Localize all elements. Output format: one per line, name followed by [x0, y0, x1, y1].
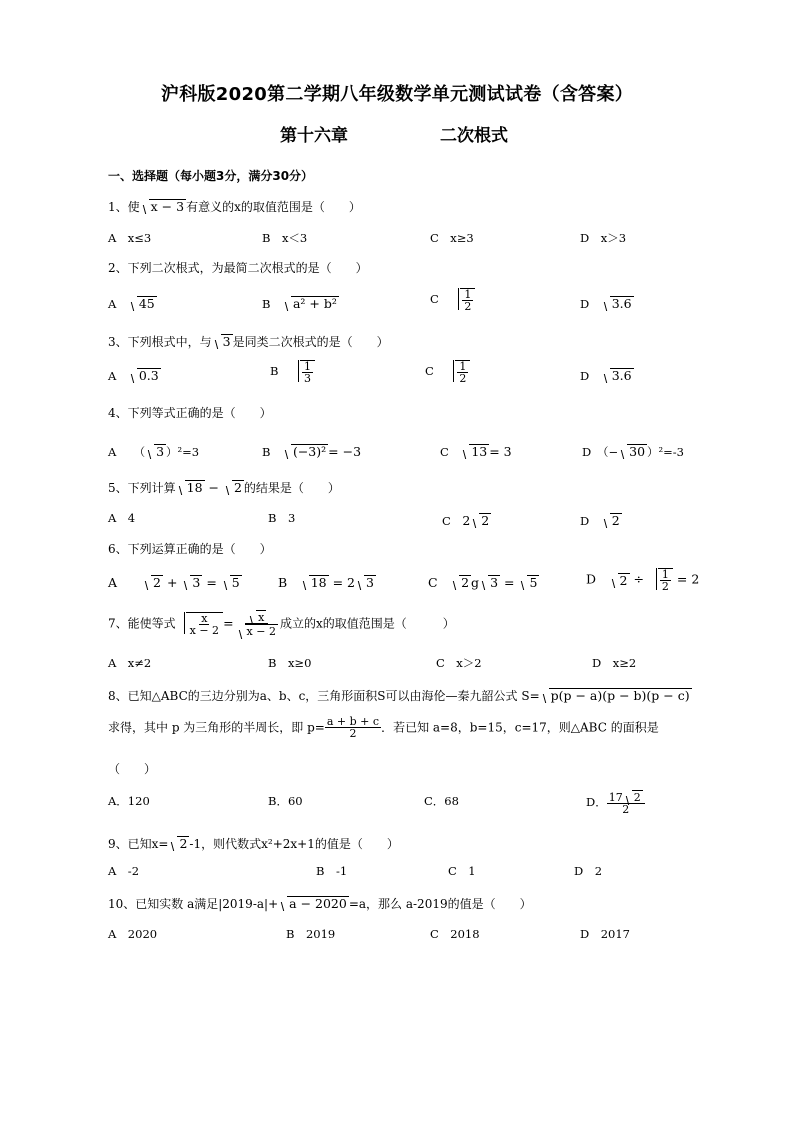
numerator: 1 — [464, 288, 472, 301]
q7-option-b: B x≥0 — [268, 656, 312, 670]
q5-option-a: A 4 — [108, 511, 136, 525]
sqrt-symbol — [445, 360, 470, 384]
q1-option-c: C x≥3 — [430, 231, 474, 245]
q2-option-d — [580, 296, 634, 311]
radicand: 2 — [233, 480, 242, 495]
q1-option-b: B x＜3 — [262, 231, 308, 245]
expr-part: ）²=-3 — [647, 445, 684, 459]
section-heading: 一、选择题（每小题3分，满分30分） — [108, 169, 314, 183]
expr-part: = 2 — [676, 571, 700, 587]
q5-suffix: 的结果是（ ） — [243, 481, 340, 495]
sqrt-symbol — [282, 296, 339, 311]
exam-title: 沪科版2020第二学期八年级数学单元测试试卷（含答案） — [160, 84, 634, 105]
q7-option-d: D x≥2 — [592, 656, 637, 670]
q8-text: ．若已知 a=8，b=15，c=17，则△ABC 的面积是 — [381, 720, 659, 735]
radicand: a² + b² — [292, 296, 337, 311]
sqrt-symbol — [140, 199, 186, 214]
equals-sign: = — [223, 615, 234, 631]
q10-option-a: A 2020 — [108, 927, 158, 941]
radicand: (−3)² — [292, 444, 327, 459]
sqrt-symbol — [618, 444, 647, 459]
q6-option-c: C 2 g 3 = 5 — [428, 575, 538, 590]
option-letter: D — [580, 514, 590, 528]
expr-part: = 3 — [489, 444, 512, 459]
radicand: 3 — [156, 444, 165, 459]
option-letter: B — [270, 364, 279, 378]
q3-option-b — [270, 360, 315, 384]
q9-prefix: 9、已知x= — [108, 837, 169, 851]
sqrt-symbol — [247, 610, 266, 623]
q1-radicand: x − 3 — [150, 199, 185, 214]
option-letter: D — [580, 297, 590, 311]
radicand: 2 — [633, 791, 641, 804]
q7-prefix: 7、能使等式 — [108, 616, 176, 631]
sqrt-symbol — [450, 288, 475, 312]
fraction — [234, 610, 280, 637]
option-letter: A — [108, 575, 118, 590]
q8-text: 8、已知△ABC的三边分别为a、b、c，三角形面积S可以由海伦—秦九韶公式 S= — [108, 689, 540, 703]
q1-suffix: 有意义的x的取值范围是（ ） — [186, 200, 361, 214]
question-1 — [108, 199, 361, 214]
option-letter: B — [262, 297, 271, 311]
option-letter: D — [580, 369, 590, 383]
sqrt-symbol — [518, 575, 539, 590]
q3-option-a — [108, 368, 161, 383]
radicand: 30 — [629, 444, 646, 459]
q4-option-c — [440, 444, 512, 459]
sqrt-symbol — [142, 575, 163, 590]
sqrt-symbol — [470, 513, 491, 528]
radicand: 5 — [231, 575, 240, 590]
q4-option-b — [262, 444, 361, 459]
question-3 — [108, 334, 389, 349]
expr-part: ）²=3 — [166, 445, 200, 459]
sqrt-symbol — [460, 444, 489, 459]
radicand: 2 — [461, 575, 470, 590]
sqrt-symbol — [601, 513, 622, 528]
radicand: 2 — [153, 575, 161, 590]
q7-option-a: A x≠2 — [108, 656, 152, 670]
q10-option-c: C 2018 — [430, 927, 480, 941]
q10-prefix: 10、已知实数 a满足|2019-a|+ — [108, 897, 279, 911]
question-6: 6、下列运算正确的是（ ） — [108, 542, 272, 556]
q9-suffix: -1，则代数式x²+2x+1的值是（ ） — [189, 837, 399, 851]
q3-radicand: 3 — [222, 334, 231, 349]
q4-option-a — [108, 444, 199, 459]
option-letter: C — [430, 292, 439, 306]
q3-option-c — [425, 360, 470, 384]
fraction — [325, 716, 381, 739]
question-8-line-2 — [108, 716, 659, 739]
radicand: 0.3 — [138, 368, 159, 383]
q9-option-a: A -2 — [108, 864, 140, 878]
radicand: 3 — [192, 575, 201, 590]
denominator: x − 2 — [189, 623, 220, 637]
q8-text: 求得，其中 p 为三角形的半周长，即 p= — [108, 720, 325, 735]
numerator: a + b + c — [326, 715, 380, 728]
sqrt-symbol — [181, 575, 202, 590]
q1-prefix: 1、使 — [108, 200, 140, 214]
operator: − — [204, 480, 223, 495]
sqrt-symbol — [609, 573, 630, 588]
numerator: 1 — [303, 360, 311, 373]
radicand: 3.6 — [611, 296, 632, 311]
radicand: 5 — [529, 575, 538, 590]
sqrt-symbol — [212, 334, 233, 349]
expr-part: = −3 — [328, 444, 362, 459]
q6-option-a: A 2 + 3 = 5 — [108, 575, 240, 590]
q10-option-b: B 2019 — [286, 927, 336, 941]
sqrt-symbol — [221, 575, 242, 590]
sqrt-symbol — [300, 575, 329, 590]
q8-option-b: B．60 — [268, 794, 303, 808]
numerator: 1 — [661, 568, 669, 581]
q8-answer-paren: （ ） — [108, 762, 157, 776]
question-9 — [108, 836, 399, 851]
q5-prefix: 5、下列计算 — [108, 481, 176, 495]
denominator: 2 — [622, 803, 630, 816]
sqrt-symbol — [355, 575, 376, 590]
radicand: p(p − a)(p − b)(p − c) — [550, 688, 690, 703]
q2-option-c — [430, 288, 475, 312]
q10-suffix: =a，那么 a-2019的值是（ ） — [348, 897, 532, 911]
q4-option-d — [582, 444, 684, 459]
q6-option-b: B 18 = 2 3 — [278, 575, 374, 590]
expr-part: （− — [602, 445, 619, 459]
numerator: 1 — [459, 360, 467, 373]
radicand: 18 — [186, 480, 203, 495]
question-10 — [108, 896, 532, 911]
sqrt-symbol — [278, 896, 349, 911]
radicand: 3 — [365, 575, 374, 590]
chapter-number: 第十六章 — [280, 126, 348, 146]
radicand: 3 — [490, 575, 499, 590]
radicand: 13 — [471, 444, 488, 459]
option-letter: A — [108, 445, 117, 459]
q7-suffix: 成立的x的取值范围是（ ） — [279, 616, 455, 631]
option-letter: B — [278, 575, 288, 590]
option-letter: D — [586, 571, 597, 587]
q8-option-d — [586, 790, 645, 815]
q5-option-d — [580, 513, 622, 528]
q8-option-a: A．120 — [108, 794, 150, 808]
q9-option-c: C 1 — [448, 864, 476, 878]
sqrt-symbol — [290, 360, 315, 384]
sqrt-symbol — [540, 688, 692, 703]
radicand: 45 — [138, 296, 155, 311]
q1-option-d: D x＞3 — [580, 231, 627, 245]
chapter-name: 二次根式 — [440, 126, 508, 146]
option-letter: C — [428, 575, 438, 590]
radicand: 18 — [310, 575, 327, 590]
radicand: 2 — [611, 513, 620, 528]
sqrt-symbol — [236, 624, 278, 637]
radicand: x − 2 — [246, 625, 276, 638]
sqrt-symbol — [223, 480, 244, 495]
option-letter: D — [582, 445, 592, 459]
radicand: 2 — [481, 513, 490, 528]
sqrt-symbol — [128, 296, 157, 311]
q5-option-c — [442, 513, 491, 528]
sqrt-symbol — [176, 480, 205, 495]
question-8-line-1 — [108, 688, 692, 703]
option-letter: C — [425, 364, 434, 378]
q2-option-b — [262, 296, 339, 311]
option-letter: B — [262, 445, 271, 459]
operator: g — [471, 575, 480, 590]
q1-option-a: A x≤3 — [108, 231, 152, 245]
sqrt-symbol — [168, 836, 189, 851]
q6-option-d: D 2 ÷ $\frac{1}{2}$ = 2 — [586, 568, 700, 593]
sqrt-symbol — [282, 444, 328, 459]
q8-option-c: C．68 — [424, 794, 459, 808]
q3-option-d — [580, 368, 634, 383]
radicand: x — [258, 611, 265, 624]
q5-option-b: B 3 — [268, 511, 296, 525]
question-2: 2、下列二次根式，为最简二次根式的是（ ） — [108, 261, 368, 275]
option-letter: A — [108, 297, 117, 311]
sqrt-symbol — [623, 790, 643, 803]
sqrt-symbol — [648, 568, 673, 592]
expr-part: （ — [139, 445, 146, 459]
radicand: a − 2020 — [289, 896, 347, 911]
q2-option-a — [108, 296, 157, 311]
sqrt-symbol — [176, 612, 223, 636]
q3-prefix: 3、下列根式中，与 — [108, 335, 212, 349]
q9-option-d: D 2 — [574, 864, 603, 878]
sqrt-symbol — [128, 368, 161, 383]
denominator: 2 — [661, 580, 669, 593]
option-letter: A — [108, 369, 117, 383]
sqrt-symbol — [601, 296, 634, 311]
denominator: 2 — [464, 300, 472, 313]
question-7 — [108, 610, 455, 637]
q7-option-c: C x＞2 — [436, 656, 482, 670]
option-letter: D． — [586, 794, 607, 809]
q10-option-d: D 2017 — [580, 927, 630, 941]
q9-option-b: B -1 — [316, 864, 348, 878]
radicand: 3.6 — [611, 368, 632, 383]
radicand: 2 — [179, 836, 188, 851]
option-letter: C — [442, 514, 451, 528]
q3-suffix: 是同类二次根式的是（ ） — [232, 335, 389, 349]
numerator: x — [201, 611, 208, 625]
sqrt-symbol — [450, 575, 471, 590]
question-5 — [108, 480, 340, 495]
fraction — [607, 790, 645, 815]
coefficient: 2 — [462, 513, 471, 528]
sqrt-symbol — [601, 368, 634, 383]
coefficient: 17 — [608, 791, 623, 804]
option-letter: C — [440, 445, 449, 459]
sqrt-symbol — [479, 575, 500, 590]
denominator: 2 — [459, 372, 467, 385]
denominator: 2 — [349, 727, 357, 740]
question-4: 4、下列等式正确的是（ ） — [108, 406, 272, 420]
denominator: 3 — [303, 372, 311, 385]
sqrt-symbol — [145, 444, 166, 459]
radicand: 2 — [619, 572, 628, 588]
